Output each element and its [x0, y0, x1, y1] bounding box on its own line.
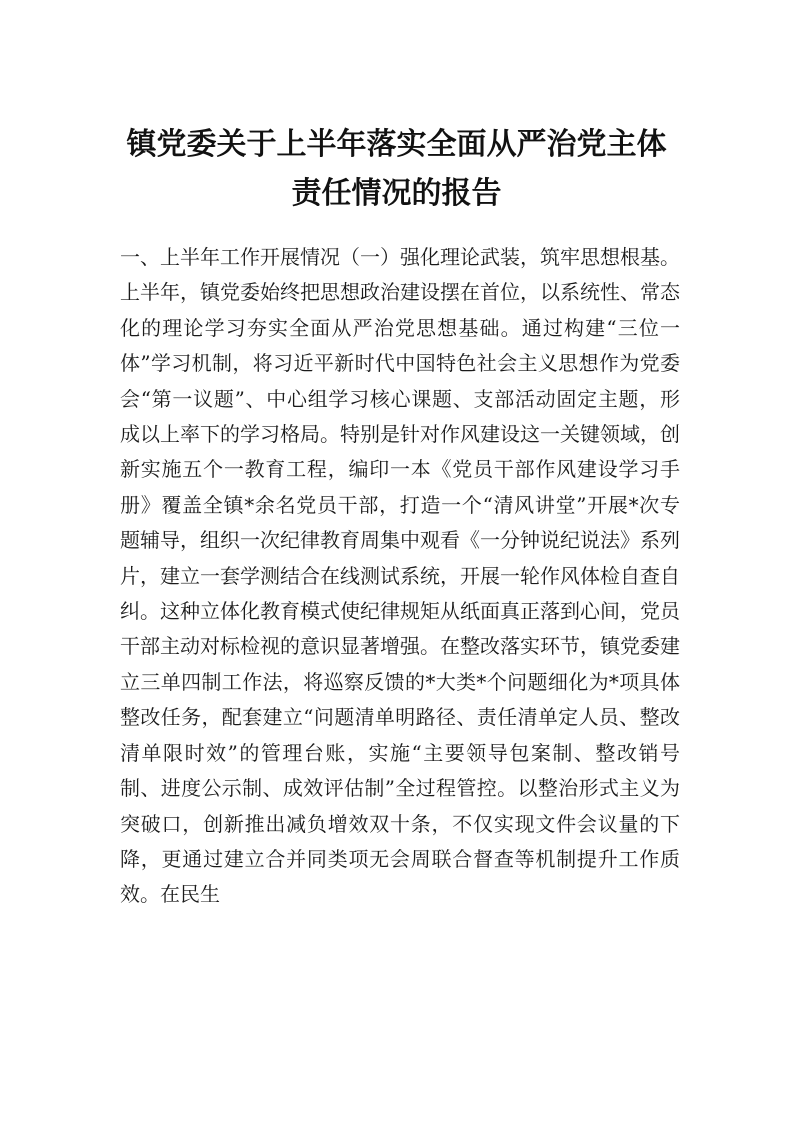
document-body-paragraph: 一、上半年工作开展情况（一）强化理论武装，筑牢思想根基。上半年，镇党委始终把思想政治建设摆在首位，以系统性、常态化的理论学习夯实全面从严治党思想基础。通过构建“三位一体”学习机制，将习近平新时代中国特色社会主义思想作为党委会“第一议题”、中心组学习核心课题、支部活动固定主题，形成以上率下的学习格局。特别是针对作风建设这一关键领域，创新实施五个一教育工程，编印一本《党员干部作风建设学习手册》覆盖全镇*余名党员干部，打造一个“清风讲堂”开展*次专题辅导，组织一次纪律教育周集中观看《一分钟说纪说法》系列片，建立一套学测结合在线测试系统，开展一轮作风体检自查自纠。这种立体化教育模式使纪律规矩从纸面真正落到心间，党员干部主动对标检视的意识显著增强。在整改落实环节，镇党委建立三单四制工作法，将巡察反馈的*大类*个问题细化为*项具体整改任务，配套建立“问题清单明路径、责任清单定人员、整改清单限时效”的管理台账，实施“主要领导包案制、整改销号制、进度公示制、成效评估制”全过程管控。以整治形式主义为突破口，创新推出减负增效双十条，不仅实现文件会议量的下降，更通过建立合并同类项无会周联合督查等机制提升工作质效。在民生 — [120, 245, 680, 907]
document-title-line1: 镇党委关于上半年落实全面从严治党主体 — [126, 127, 667, 162]
document-title-line2: 责任情况的报告 — [291, 176, 502, 211]
